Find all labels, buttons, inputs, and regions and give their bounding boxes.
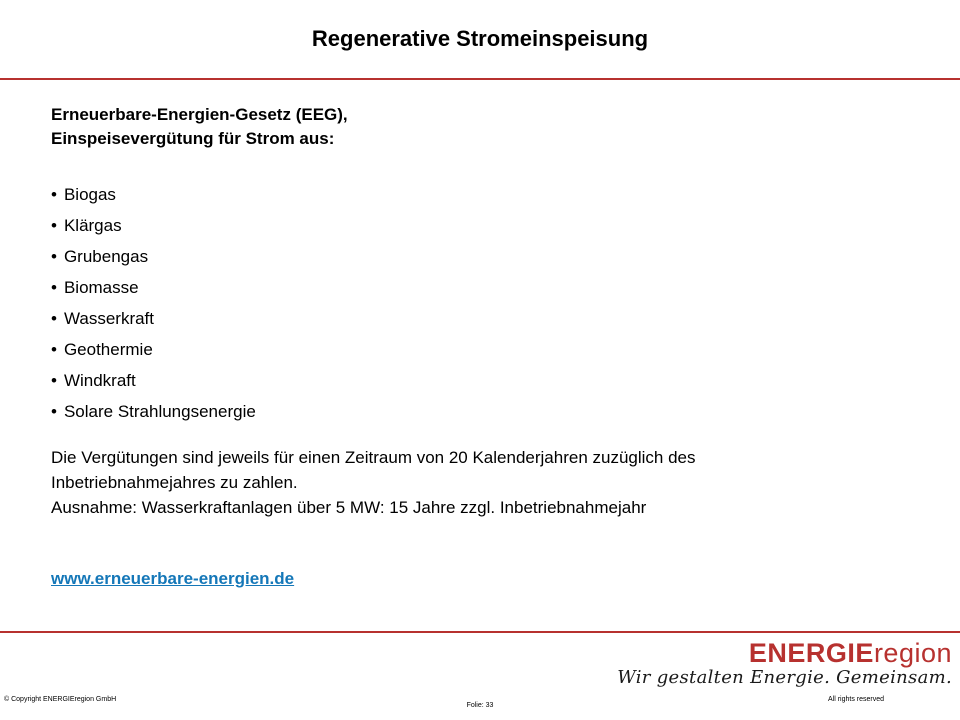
bullet-icon: • (51, 185, 57, 204)
bullet-icon: • (51, 216, 57, 235)
slide-content (51, 103, 911, 589)
list-item: • Klärgas (51, 216, 122, 235)
remuneration-note (51, 445, 911, 520)
logo-tagline: Wir gestalten Energie. Gemeinsam. (617, 667, 952, 688)
logo-wordmark: ENERGIEregion (748, 638, 952, 668)
top-divider (0, 78, 960, 80)
bullet-icon: • (51, 278, 57, 297)
heading-line-1: Erneuerbare-Energien-Gesetz (EEG), (51, 105, 348, 124)
note-line-2: Inbetriebnahmejahres zu zahlen. (51, 473, 298, 492)
bullet-icon: • (51, 402, 57, 421)
bottom-divider (0, 631, 960, 633)
bullet-icon: • (51, 309, 57, 328)
list-item: • Grubengas (51, 247, 149, 266)
note-line-3: Ausnahme: Wasserkraftanlagen über 5 MW: 15 Jahre zzgl. Inbetriebnahmejahr (51, 498, 647, 517)
eeg-website-link[interactable]: www.erneuerbare-energien.de (51, 569, 295, 588)
energieregion-logo (617, 638, 952, 688)
content-heading (51, 103, 911, 151)
note-line-1: Die Vergütungen sind jeweils für einen Zeitraum von 20 Kalenderjahren zuzüglich des (51, 448, 696, 467)
footer-rights: All rights reserved (828, 696, 885, 703)
bullet-icon: • (51, 247, 57, 266)
list-item: • Biogas (51, 185, 116, 204)
bullet-icon: • (51, 371, 57, 390)
footer-slide-number: Folie: 33 (466, 702, 494, 709)
bullet-icon: • (51, 340, 57, 359)
list-item: • Windkraft (51, 371, 136, 390)
footer-copyright: © Copyright ENERGIEregion GmbH (4, 696, 117, 703)
list-item: • Wasserkraft (51, 309, 154, 328)
list-item: • Solare Strahlungsenergie (51, 402, 256, 421)
slide-title: Regenerative Stromeinspeisung (311, 26, 649, 51)
heading-line-2: Einspeisevergütung für Strom aus: (51, 129, 335, 148)
list-item: • Biomasse (51, 278, 139, 297)
list-item: • Geothermie (51, 340, 153, 359)
energy-source-list (51, 179, 911, 427)
